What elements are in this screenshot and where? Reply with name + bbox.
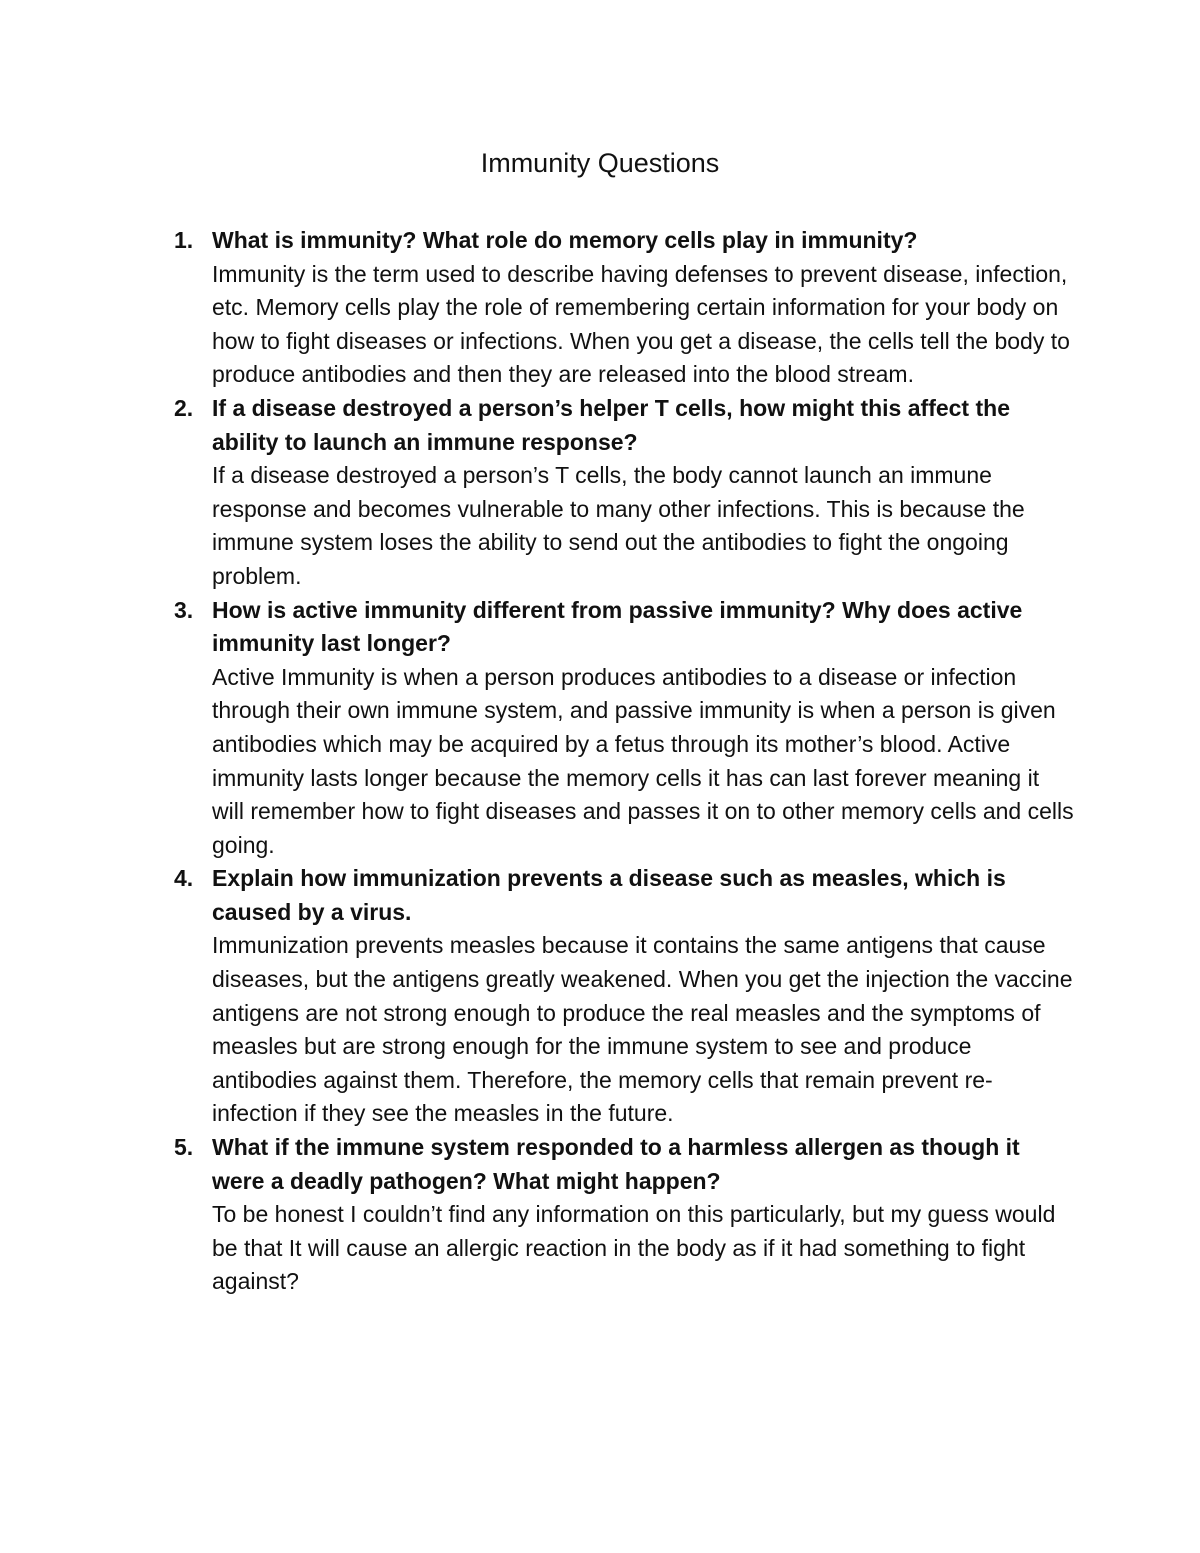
question-number: 4. bbox=[174, 865, 194, 892]
question-item-3 bbox=[174, 594, 1074, 863]
answer-text: Immunization prevents measles because it contains the same antigens that cause diseases, but the antigens greatly weakened. When you get the injection the vaccine antigens are not strong enough to produce the real measles and the symptoms of measles but are strong enough for the immune system to see and produce antibodies against them. Therefore, the memory cells that remain prevent re-infection if they see the measles in the future. bbox=[212, 932, 1073, 1127]
question-item-1 bbox=[174, 224, 1074, 392]
question-number: 5. bbox=[174, 1134, 194, 1161]
question-text: How is active immunity different from passive immunity? Why does active immunity last longer? bbox=[212, 596, 1023, 657]
question-text: What is immunity? What role do memory cells play in immunity? bbox=[212, 227, 918, 253]
answer-text: To be honest I couldn’t find any information on this particularly, but my guess would be that It will cause an allergic reaction in the body as if it had something to fight against? bbox=[212, 1201, 1056, 1295]
question-item-2 bbox=[174, 392, 1074, 594]
question-text: Explain how immunization prevents a disease such as measles, which is caused by a virus. bbox=[212, 865, 1006, 925]
question-list bbox=[174, 224, 1074, 1299]
question-number: 1. bbox=[174, 227, 194, 253]
answer-text: Immunity is the term used to describe having defenses to prevent disease, infection, etc. Memory cells play the role of remembering certain information for your body on how to fight diseases or infections. When you get a disease, the cells tell the body to produce antibodies and then they are released into the blood stream. bbox=[212, 260, 1070, 388]
answer-text: If a disease destroyed a person’s T cells, the body cannot launch an immune response and becomes vulnerable to many other infections. This is because the immune system loses the ability to send out the antibodies to fight the ongoing problem. bbox=[212, 462, 1025, 589]
question-text: What if the immune system responded to a harmless allergen as though it were a deadly pathogen? What might happen? bbox=[212, 1134, 1020, 1194]
answer-text: Active Immunity is when a person produces antibodies to a disease or infection through their own immune system, and passive immunity is when a person is given antibodies which may be acquired by a fetus through its mother’s blood. Active immunity lasts longer because the memory cells it has can last forever meaning it will remember how to fight diseases and passes it on to other memory cells and cells going. bbox=[212, 663, 1074, 858]
question-number: 3. bbox=[174, 596, 194, 623]
question-item-5 bbox=[174, 1131, 1074, 1299]
question-item-4 bbox=[174, 862, 1074, 1131]
question-text: If a disease destroyed a person’s helper T cells, how might this affect the ability to launch an immune response? bbox=[212, 394, 1010, 455]
page-title: Immunity Questions bbox=[480, 148, 720, 178]
question-number: 2. bbox=[174, 394, 194, 421]
